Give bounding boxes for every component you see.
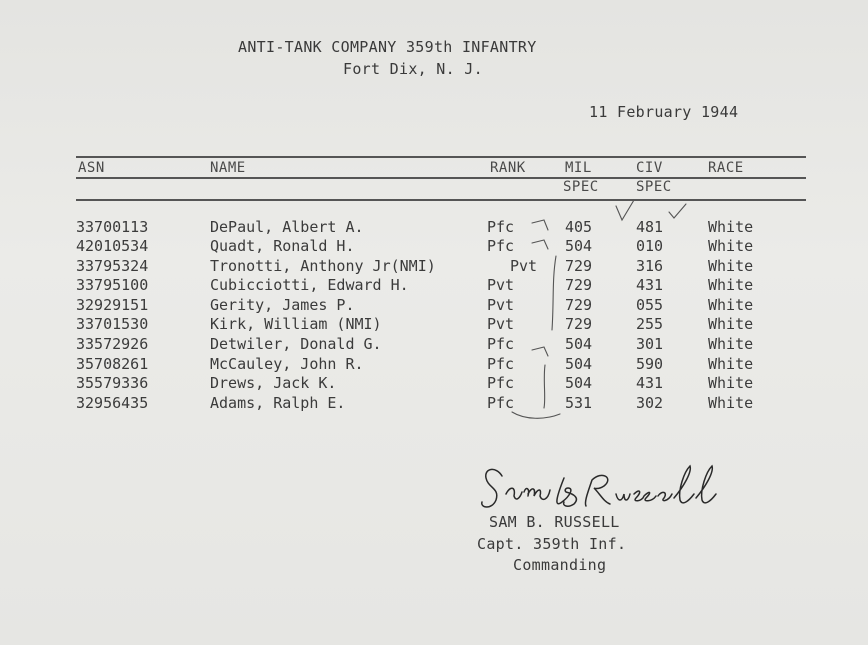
- cell-name: Detwiler, Donald G.: [210, 335, 382, 353]
- cell-mil-spec: 729: [565, 315, 593, 333]
- cell-rank: Pfc: [487, 335, 515, 353]
- header-civ-spec: SPEC: [636, 179, 672, 195]
- cell-rank: Pfc: [487, 218, 515, 236]
- cell-race: White: [708, 257, 754, 275]
- cell-asn: 33700113: [76, 218, 149, 236]
- header-rank: RANK: [490, 160, 526, 176]
- cell-mil-spec: 405: [565, 218, 593, 236]
- cell-race: White: [708, 237, 754, 255]
- cell-name: Drews, Jack K.: [210, 374, 337, 392]
- cell-name: Kirk, William (NMI): [210, 315, 382, 333]
- cell-mil-spec: 729: [565, 257, 593, 275]
- cell-civ-spec: 055: [636, 296, 664, 314]
- cell-rank: Pfc: [487, 237, 515, 255]
- cell-mil-spec: 729: [565, 276, 593, 294]
- cell-asn: 35579336: [76, 374, 149, 392]
- bracket-line: [544, 365, 545, 408]
- bracket-line: [552, 256, 556, 330]
- cell-name: DePaul, Albert A.: [210, 218, 364, 236]
- cell-asn: 33572926: [76, 335, 149, 353]
- cell-rank: Pvt: [487, 315, 515, 333]
- cell-asn: 32929151: [76, 296, 149, 314]
- tick-mark: [532, 347, 548, 356]
- cell-name: Adams, Ralph E.: [210, 394, 346, 412]
- cell-civ-spec: 590: [636, 355, 664, 373]
- cell-name: McCauley, John R.: [210, 355, 364, 373]
- cell-name: Quadt, Ronald H.: [210, 237, 355, 255]
- cell-mil-spec: 729: [565, 296, 593, 314]
- cell-race: White: [708, 218, 754, 236]
- cell-rank: Pvt: [487, 296, 515, 314]
- cell-race: White: [708, 355, 754, 373]
- checkmark-civ-spec: [669, 204, 686, 218]
- tick-mark: [532, 220, 548, 230]
- header-civ: CIV: [636, 160, 663, 176]
- header-mil: MIL: [565, 160, 592, 176]
- cell-rank: Pfc: [487, 355, 515, 373]
- cell-civ-spec: 481: [636, 218, 664, 236]
- letterhead-location: Fort Dix, N. J.: [343, 60, 483, 78]
- cell-race: White: [708, 374, 754, 392]
- cell-mil-spec: 504: [565, 374, 593, 392]
- cell-rank: Pfc: [487, 394, 515, 412]
- cell-mil-spec: 504: [565, 355, 593, 373]
- tick-mark: [532, 240, 548, 249]
- header-mil-spec: SPEC: [563, 179, 599, 195]
- header-name: NAME: [210, 160, 246, 176]
- cell-asn: 42010534: [76, 237, 149, 255]
- cell-mil-spec: 504: [565, 237, 593, 255]
- letterhead-unit: ANTI-TANK COMPANY 359th INFANTRY: [238, 38, 537, 56]
- cell-civ-spec: 301: [636, 335, 664, 353]
- checkmark-mil-spec: [616, 200, 634, 220]
- cell-race: White: [708, 394, 754, 412]
- cell-asn: 32956435: [76, 394, 149, 412]
- cell-race: White: [708, 315, 754, 333]
- cell-civ-spec: 010: [636, 237, 664, 255]
- bracket-curve: [512, 412, 560, 418]
- cell-rank: Pvt: [487, 276, 515, 294]
- cell-name: Tronotti, Anthony Jr(NMI): [210, 257, 436, 275]
- signatory-name: SAM B. RUSSELL: [489, 513, 620, 531]
- cell-name: Gerity, James P.: [210, 296, 355, 314]
- cell-mil-spec: 531: [565, 394, 593, 412]
- cell-civ-spec: 255: [636, 315, 664, 333]
- cell-asn: 33701530: [76, 315, 149, 333]
- signatory-title: Capt. 359th Inf.: [477, 535, 627, 553]
- cell-name: Cubicciotti, Edward H.: [210, 276, 409, 294]
- cell-race: White: [708, 335, 754, 353]
- cell-race: White: [708, 276, 754, 294]
- cell-civ-spec: 302: [636, 394, 664, 412]
- signatory-role: Commanding: [513, 556, 607, 574]
- header-race: RACE: [708, 160, 744, 176]
- cell-rank: Pvt: [510, 257, 538, 275]
- cell-asn: 33795324: [76, 257, 149, 275]
- cell-race: White: [708, 296, 754, 314]
- cell-mil-spec: 504: [565, 335, 593, 353]
- document-date: 11 February 1944: [589, 103, 739, 121]
- cell-civ-spec: 431: [636, 276, 664, 294]
- handwritten-signature: [470, 458, 730, 518]
- cell-civ-spec: 316: [636, 257, 664, 275]
- header-asn: ASN: [78, 160, 105, 176]
- cell-rank: Pfc: [487, 374, 515, 392]
- cell-asn: 33795100: [76, 276, 149, 294]
- cell-asn: 35708261: [76, 355, 149, 373]
- cell-civ-spec: 431: [636, 374, 664, 392]
